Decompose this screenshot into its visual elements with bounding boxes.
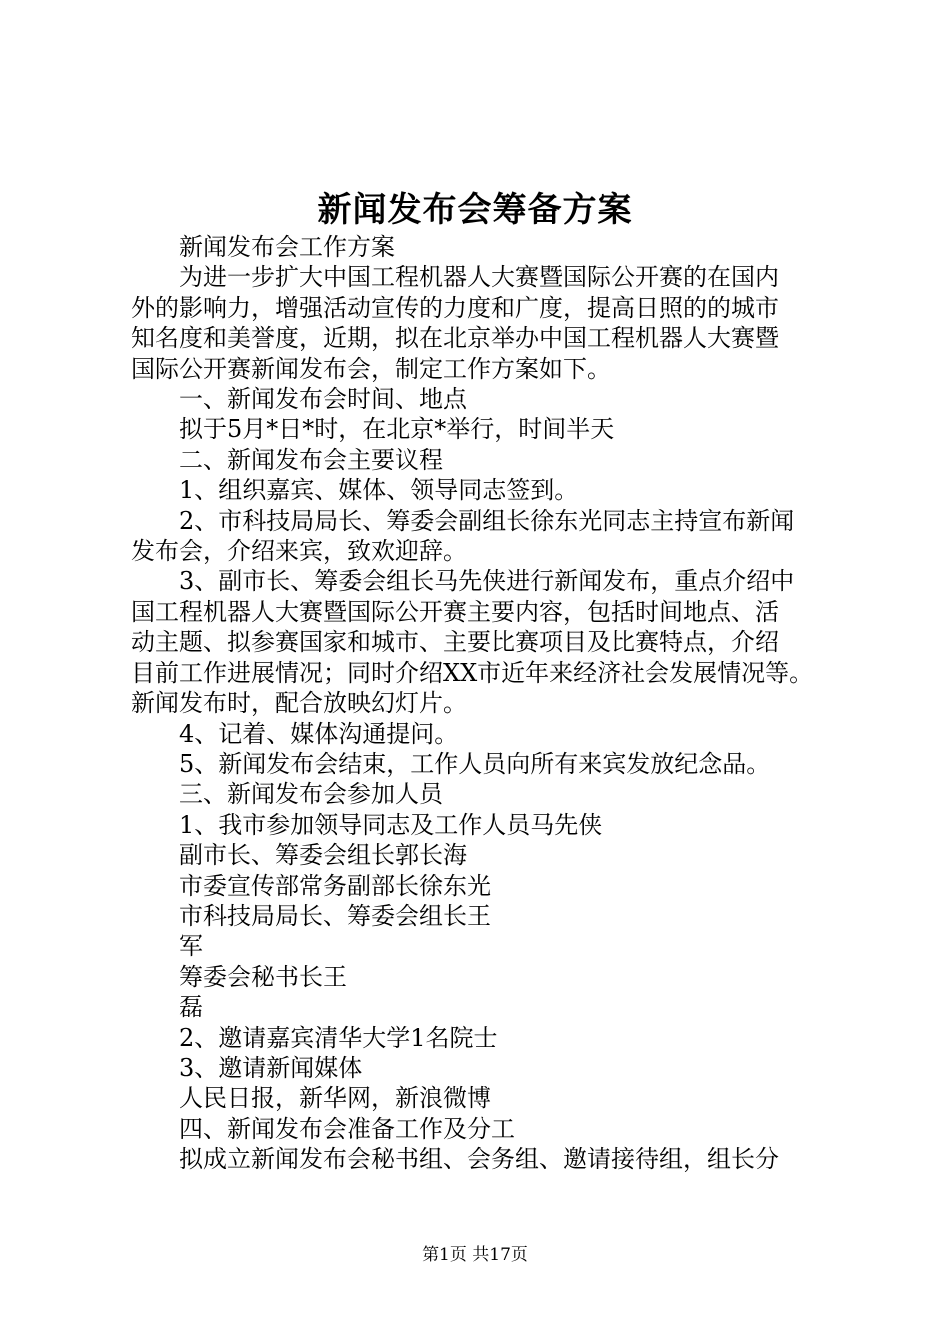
body-line: 人民日报，新华网，新浪微博 — [179, 1084, 491, 1113]
body-line: 磊 — [179, 993, 203, 1022]
body-line: 4、记着、媒体沟通提问。 — [179, 719, 459, 748]
body-line: 新闻发布会工作方案 — [179, 233, 395, 261]
body-line: 三、新闻发布会参加人员 — [179, 780, 443, 809]
body-line: 2、邀请嘉宾清华大学1名院士 — [179, 1023, 498, 1052]
body-line: 拟成立新闻发布会秘书组、会务组、邀请接待组，组长分 — [179, 1145, 779, 1174]
body-line: 市科技局局长、筹委会组长王 — [179, 901, 491, 930]
body-line: 发布会，介绍来宾，致欢迎辞。 — [131, 537, 467, 566]
body-line: 拟于5月*日*时，在北京*举行，时间半天 — [179, 415, 615, 444]
body-line: 1、我市参加领导同志及工作人员马先侠 — [179, 810, 603, 839]
body-line: 5、新闻发布会结束，工作人员向所有来宾发放纪念品。 — [179, 749, 771, 778]
body-line: 外的影响力，增强活动宣传的力度和广度，提高日照的的城市 — [131, 293, 779, 322]
body-line: 市委宣传部常务副部长徐东光 — [179, 871, 491, 900]
body-line: 国工程机器人大赛暨国际公开赛主要内容，包括时间地点、活 — [131, 597, 779, 626]
body-line: 2、市科技局局长、筹委会副组长徐东光同志主持宣布新闻 — [179, 506, 795, 535]
body-line: 为进一步扩大中国工程机器人大赛暨国际公开赛的在国内 — [179, 263, 779, 292]
body-line: 动主题、拟参赛国家和城市、主要比赛项目及比赛特点，介绍 — [131, 628, 779, 657]
body-line: 二、新闻发布会主要议程 — [179, 445, 443, 474]
body-line: 3、邀请新闻媒体 — [179, 1053, 363, 1082]
body-line: 国际公开赛新闻发布会，制定工作方案如下。 — [131, 354, 611, 383]
body-line: 一、新闻发布会时间、地点 — [179, 385, 467, 414]
body-line: 副市长、筹委会组长郭长海 — [179, 841, 467, 870]
body-line: 1、组织嘉宾、媒体、领导同志签到。 — [179, 476, 579, 505]
document-title: 新闻发布会筹备方案 — [317, 190, 633, 230]
page-footer: 第1页 共17页 — [422, 1245, 528, 1265]
body-line: 目前工作进展情况；同时介绍XX市近年来经济社会发展情况等。 — [131, 658, 814, 687]
body-line: 军 — [179, 932, 203, 961]
body-line: 新闻发布时，配合放映幻灯片。 — [131, 689, 467, 718]
body-line: 知名度和美誉度，近期，拟在北京举办中国工程机器人大赛暨 — [131, 324, 779, 353]
body-line: 3、副市长、筹委会组长马先侠进行新闻发布，重点介绍中 — [179, 567, 795, 596]
document-body — [131, 232, 846, 1175]
body-line: 四、新闻发布会准备工作及分工 — [179, 1114, 515, 1143]
body-line: 筹委会秘书长王 — [179, 962, 347, 991]
